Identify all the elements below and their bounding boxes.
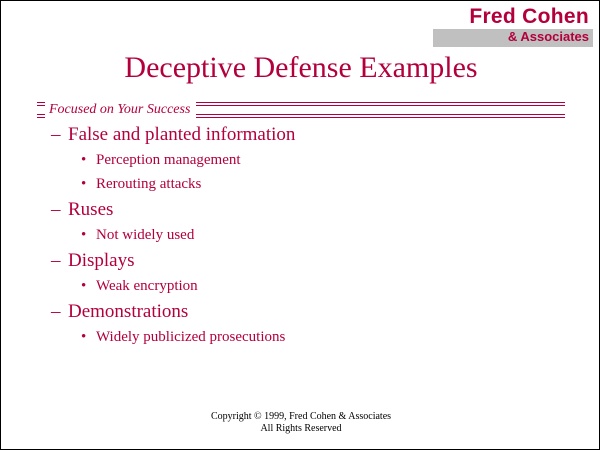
bullet-marker: –	[51, 199, 61, 220]
copyright-line: Copyright © 1999, Fred Cohen & Associates	[210, 411, 392, 422]
bullet-list	[45, 121, 585, 349]
bullet-item	[45, 172, 585, 196]
bullet-item	[45, 196, 585, 223]
bullet-marker: •	[81, 152, 87, 168]
bullet-text: Ruses	[68, 199, 114, 220]
tagline-text: Focused on Your Success	[45, 100, 196, 119]
bullet-item	[45, 121, 585, 148]
bullet-text: Weak encryption	[96, 278, 198, 294]
bullet-text: Rerouting attacks	[96, 176, 202, 192]
bullet-marker: –	[51, 124, 61, 145]
brand-logo	[433, 5, 593, 47]
slide-title: Deceptive Defense Examples	[124, 51, 478, 84]
bullet-text: Displays	[68, 250, 135, 271]
bullet-marker: •	[81, 329, 87, 345]
bullet-marker: –	[51, 250, 61, 271]
bullet-marker: •	[81, 176, 87, 192]
bullet-text: Widely publicized prosecutions	[96, 329, 286, 345]
bullet-item	[45, 298, 585, 325]
bullet-item	[45, 247, 585, 274]
bullet-text: Not widely used	[96, 227, 195, 243]
rights-line: All Rights Reserved	[260, 423, 342, 434]
bullet-item	[45, 274, 585, 298]
logo-company-suffix: & Associates	[433, 29, 593, 47]
bullet-marker: •	[81, 227, 87, 243]
bullet-text: Perception management	[96, 152, 241, 168]
slide-footer	[1, 411, 600, 435]
bullet-text: Demonstrations	[68, 301, 189, 322]
tagline-divider	[37, 101, 565, 119]
bullet-marker: •	[81, 278, 87, 294]
bullet-marker: –	[51, 301, 61, 322]
bullet-item	[45, 223, 585, 247]
bullet-text: False and planted information	[68, 124, 296, 145]
bullet-item	[45, 325, 585, 349]
logo-company-name: Fred Cohen	[433, 5, 593, 29]
bullet-item	[45, 148, 585, 172]
